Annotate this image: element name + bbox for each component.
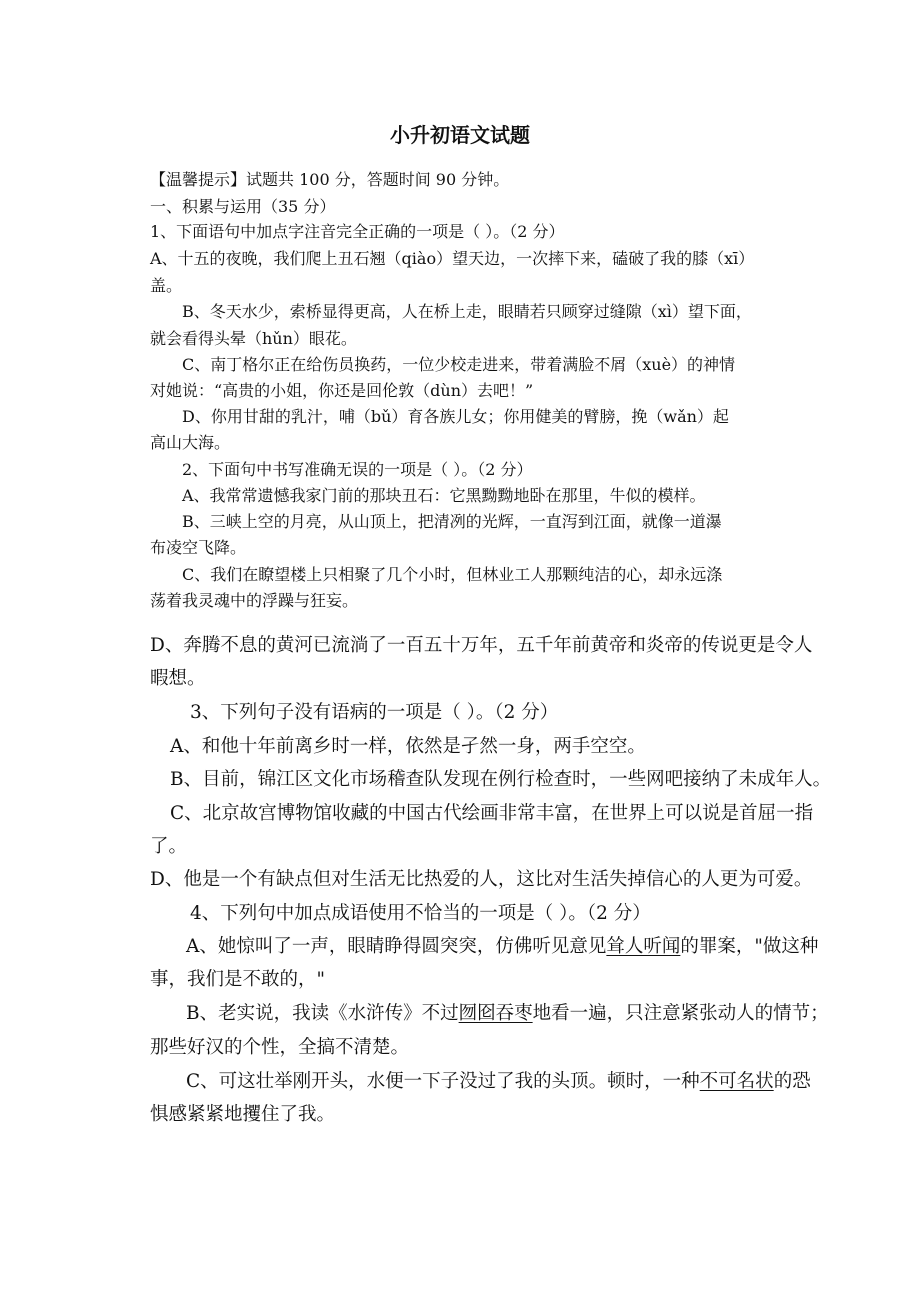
question-3-option-c: C、北京故宫博物馆收藏的中国古代绘画非常丰富，在世界上可以说是首屈一指	[170, 803, 814, 824]
question-2-option-b-cont: 布凌空飞降。	[150, 538, 247, 557]
question-3-option-d: D、他是一个有缺点但对生活无比热爱的人，这比对生活失掉信心的人更为可爱。	[150, 869, 813, 890]
question-2-option-c-cont: 荡着我灵魂中的浮躁与狂妄。	[150, 591, 359, 610]
question-2-option-c: C、我们在瞭望楼上只相聚了几个小时，但林业工人那颗纯洁的心，却永远涤	[182, 565, 723, 584]
question-2-stem: 2、下面句中书写准确无误的一项是（ ）。（2 分）	[182, 460, 533, 479]
question-2-option-a: A、我常常遗憾我家门前的那块丑石：它黑黝黝地卧在那里，牛似的模样。	[182, 486, 706, 505]
question-4-option-c-cont: 惧感紧紧地攫住了我。	[150, 1104, 336, 1125]
question-1-option-a-cont: 盖。	[150, 276, 183, 295]
option-b-idiom: 囫囵吞枣	[458, 1003, 533, 1024]
question-2-option-b: B、三峡上空的月亮，从山顶上，把清冽的光辉，一直泻到江面，就像一道瀑	[182, 512, 722, 531]
option-b-text-after: 地看一遍，只注意紧张动人的情节；	[532, 1003, 829, 1024]
section-heading: 一、积累与运用（35 分）	[150, 197, 336, 216]
question-3-stem: 3、下列句子没有语病的一项是（ ）。（2 分）	[190, 702, 559, 723]
question-2-option-d: D、奔腾不息的黄河已流淌了一百五十万年，五千年前黄帝和炎帝的传说更是令人	[150, 635, 813, 656]
option-a-idiom: 耸人听闻	[606, 936, 681, 957]
tip-text: 【温馨提示】试题共 100 分，答题时间 90 分钟。	[150, 170, 510, 189]
question-3-option-b: B、目前，锦江区文化市场稽查队发现在例行检查时，一些网吧接纳了未成年人。	[170, 769, 832, 790]
question-1-option-c-cont: 对她说：“高贵的小姐，你还是回伦敦（dùn）去吧！”	[150, 381, 534, 400]
question-4-option-a	[186, 938, 818, 957]
question-4-stem: 4、下列句中加点成语使用不恰当的一项是（ ）。（2 分）	[190, 903, 651, 924]
question-3-option-c-cont: 了。	[150, 836, 188, 857]
question-3-option-a: A、和他十年前离乡时一样，依然是孑然一身，两手空空。	[170, 736, 646, 757]
question-1-option-a: A、十五的夜晚，我们爬上丑石翘（qiào）望天边，一次摔下来，磕破了我的膝（xī）	[150, 249, 755, 268]
option-a-text-before: A、她惊叫了一声，眼睛睁得圆突突，仿佛听见意见	[186, 936, 607, 957]
option-b-text-before: B、老实说，我读《水浒传》不过	[186, 1003, 459, 1024]
option-c-text-after: 的恐	[773, 1071, 811, 1092]
question-1-option-d-cont: 高山大海。	[150, 433, 231, 452]
page-title: 小升初语文试题	[390, 123, 530, 147]
question-1-option-c: C、南丁格尔正在给伤员换药，一位少校走进来，带着满脸不屑（xuè）的神情	[182, 355, 736, 374]
option-a-text-after: 的罪案，"做这种	[680, 936, 819, 957]
question-1-stem: 1、下面语句中加点字注音完全正确的一项是（ ）。（2 分）	[150, 222, 565, 241]
question-1-option-d: D、你用甘甜的乳汁，哺（bǔ）育各族儿女；你用健美的臂膀，挽（wǎn）起	[182, 407, 729, 426]
question-1-option-b-cont: 就会看得头晕（hǔn）眼花。	[150, 329, 357, 348]
option-c-text-before: C、可这壮举刚开头，水便一下子没过了我的头顶。顿时，一种	[186, 1071, 700, 1092]
question-4-option-a-cont: 事，我们是不敢的，"	[150, 969, 326, 990]
question-1-option-b: B、冬天水少，索桥显得更高，人在桥上走，眼睛若只顾穿过缝隙（xì）望下面，	[182, 302, 752, 321]
option-c-idiom: 不可名状	[699, 1071, 774, 1092]
question-4-option-b-cont: 那些好汉的个性，全搞不清楚。	[150, 1037, 410, 1058]
question-2-option-d-cont: 暇想。	[150, 668, 206, 689]
question-4-option-c	[186, 1073, 811, 1092]
question-4-option-b	[186, 1005, 829, 1024]
